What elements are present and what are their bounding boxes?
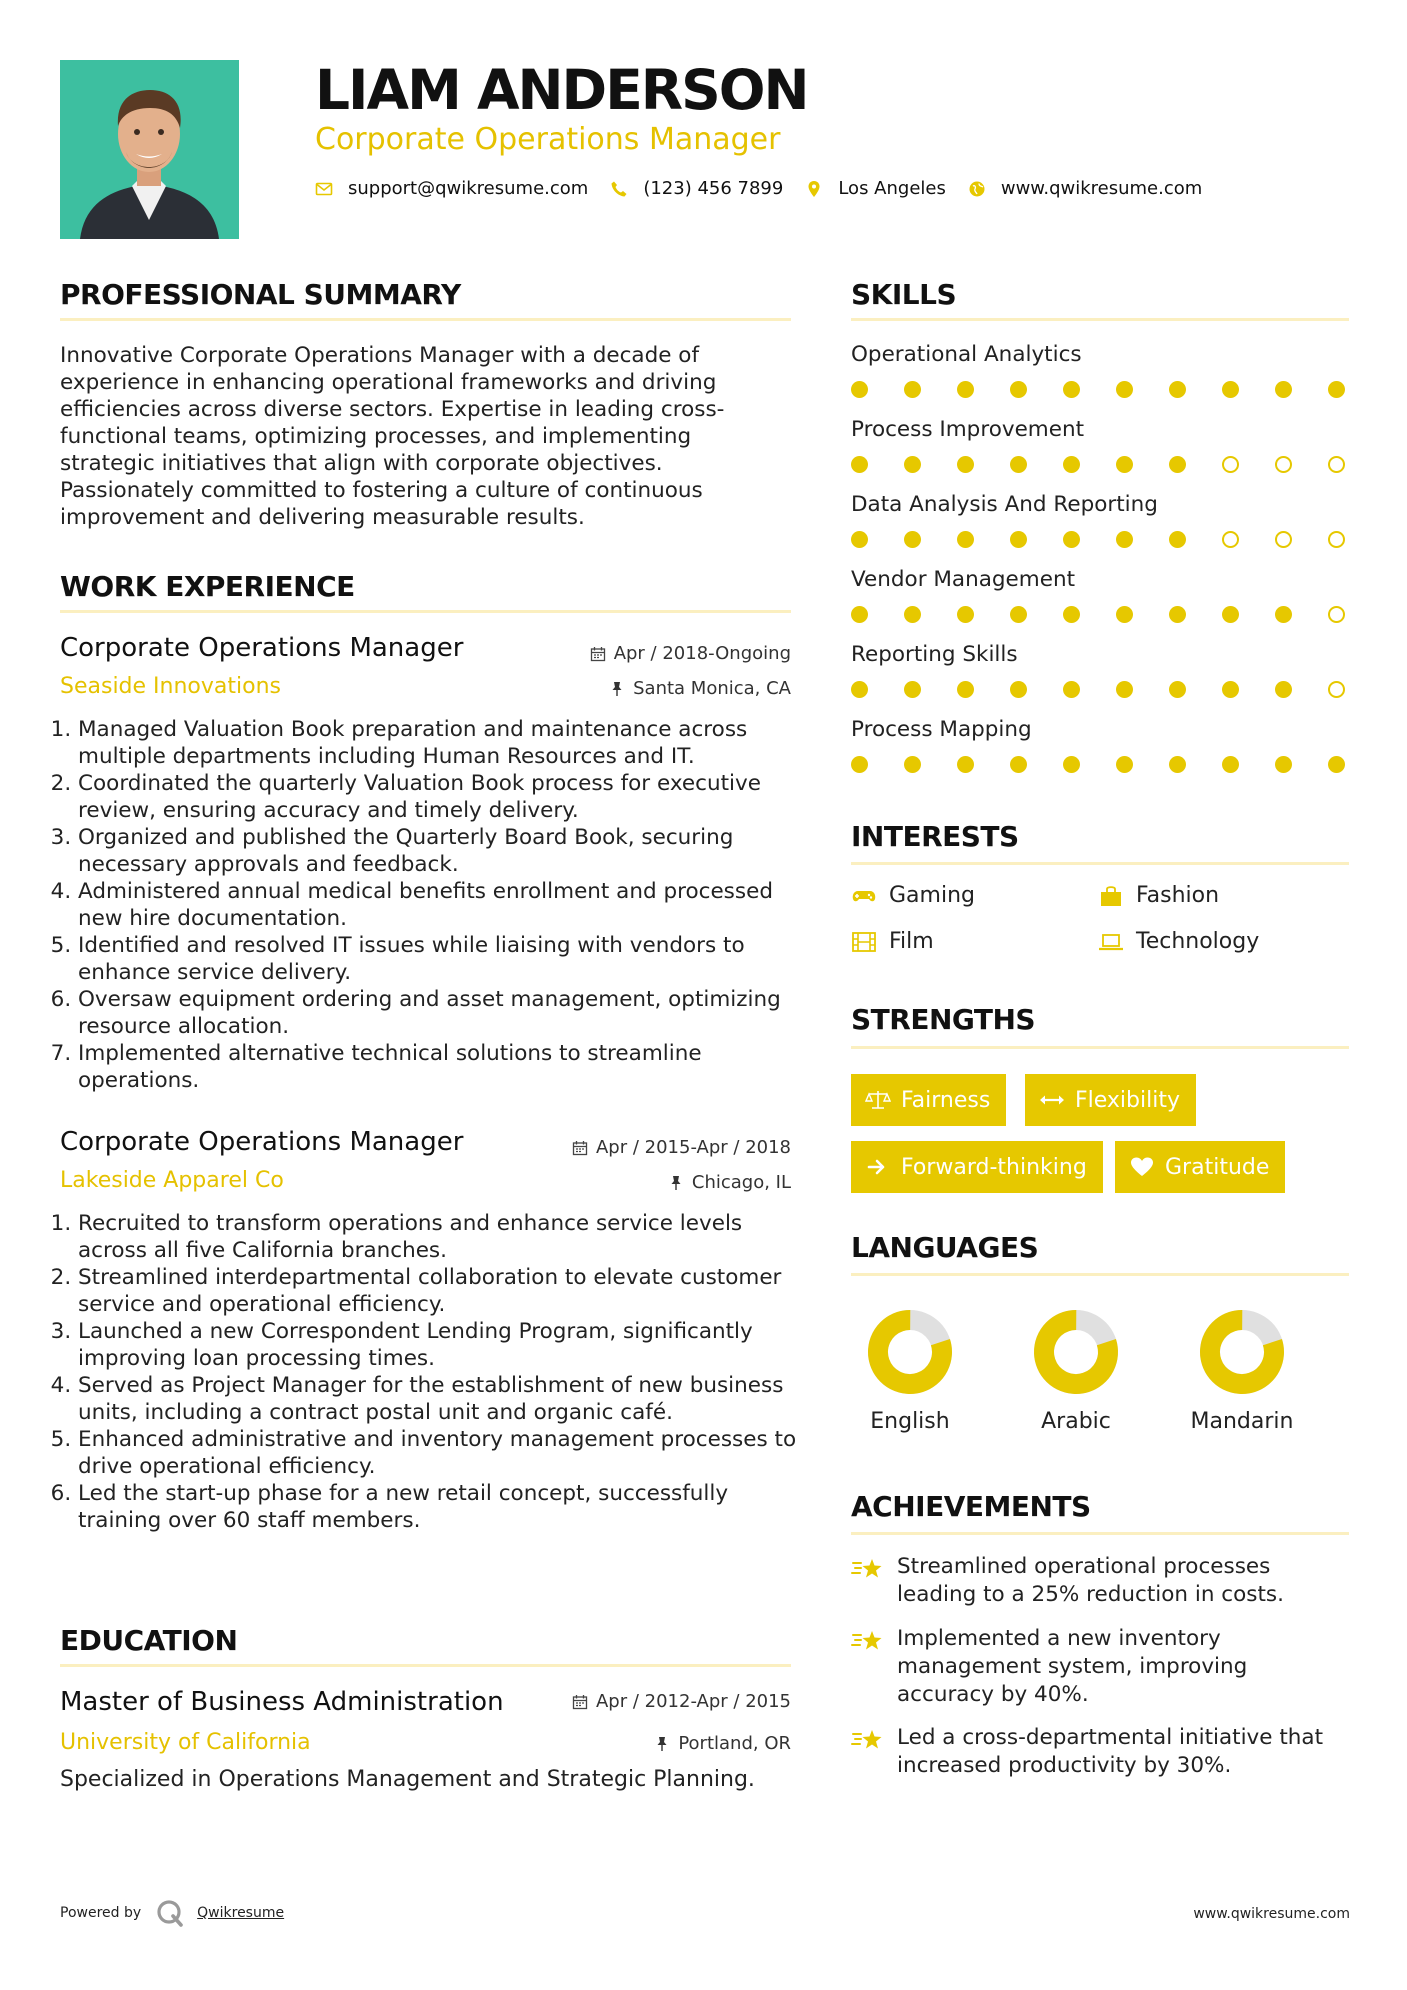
language-donut (1031, 1307, 1121, 1397)
skill-dot-filled (904, 381, 921, 398)
skill-dot-filled (904, 681, 921, 698)
skill-rating (851, 756, 1350, 776)
job-2-dates-text: Apr / 2015-Apr / 2018 (595, 1137, 791, 1158)
skill-dot-filled (957, 606, 974, 623)
skill-dot-filled (1063, 606, 1080, 623)
skill-dot-filled (851, 756, 868, 773)
skill-name: Process Mapping (851, 717, 1032, 742)
skill-dot-filled (1116, 456, 1133, 473)
skill-name: Data Analysis And Reporting (851, 492, 1158, 517)
job-1-company: Seaside Innovations (60, 674, 281, 699)
qwikresume-link[interactable]: Qwikresume (197, 1905, 285, 1921)
skill-rating (851, 531, 1350, 551)
shooting-star-icon (851, 1555, 885, 1585)
job-1-title: Corporate Operations Manager (60, 633, 464, 663)
contact-website[interactable] (968, 178, 1202, 199)
skill-dot-empty (1275, 531, 1292, 548)
contact-bar (315, 178, 1224, 199)
language-english (845, 1307, 975, 1434)
strengths-divider (851, 1046, 1349, 1049)
skill-dot-filled (1116, 531, 1133, 548)
language-name: English (870, 1409, 950, 1434)
contact-email[interactable] (315, 178, 588, 199)
job-1-dates-text: Apr / 2018-Ongoing (613, 643, 791, 664)
education-description: Specialized in Operations Management and Strategic Planning. (60, 1767, 755, 1792)
laptop-icon (1098, 931, 1124, 953)
experience-heading: WORK EXPERIENCE (60, 570, 355, 603)
job-2-dates (572, 1137, 791, 1158)
skill-dot-filled (904, 456, 921, 473)
duty-item: 3. Organized and published the Quarterly Board Book, securing necessary approvals and feedback. (78, 824, 813, 878)
achievement-item (851, 1553, 1351, 1609)
skill-dot-empty (1328, 531, 1345, 548)
strength-label: Forward-thinking (901, 1154, 1087, 1180)
interest-gaming (851, 883, 975, 908)
skill-dot-filled (1010, 681, 1027, 698)
skill-dot-filled (1010, 756, 1027, 773)
skill-dot-filled (1222, 756, 1239, 773)
skill-dot-filled (957, 681, 974, 698)
job-2-location (668, 1172, 791, 1193)
skill-dot-filled (904, 606, 921, 623)
skill-dot-empty (1222, 531, 1239, 548)
skill-dot-filled (957, 381, 974, 398)
gamepad-icon (851, 885, 877, 907)
profile-photo (60, 60, 239, 239)
skill-dot-filled (1116, 381, 1133, 398)
languages-divider (851, 1273, 1349, 1276)
skill-dot-empty (1275, 456, 1292, 473)
skill-name: Vendor Management (851, 567, 1075, 592)
skills-heading: SKILLS (851, 278, 957, 311)
balance-scale-icon (865, 1089, 891, 1111)
skill-name: Operational Analytics (851, 342, 1082, 367)
website-text: www.qwikresume.com (1000, 178, 1203, 199)
skill-dot-filled (1275, 681, 1292, 698)
strengths-heading: STRENGTHS (851, 1003, 1036, 1036)
skill-rating (851, 606, 1350, 626)
powered-by-text: Powered by (60, 1905, 142, 1921)
education-divider (60, 1664, 791, 1667)
contact-location (805, 178, 946, 199)
job-1-dates (590, 643, 791, 664)
languages-heading: LANGUAGES (851, 1231, 1039, 1264)
duty-item: 1. Recruited to transform operations and enhance service levels across all five California branches. (78, 1210, 813, 1264)
achievements-divider (851, 1532, 1349, 1535)
skill-dot-filled (1169, 756, 1186, 773)
skill-dot-empty (1328, 606, 1345, 623)
strength-label: Flexibility (1075, 1087, 1180, 1113)
duty-item: 2. Streamlined interdepartmental collaboration to elevate customer service and operational efficiency. (78, 1264, 813, 1318)
arrows-horizontal-icon (1039, 1089, 1065, 1111)
education-location-text: Portland, OR (678, 1733, 791, 1754)
duty-item: 6. Led the start-up phase for a new retail concept, successfully training over 60 staff members. (78, 1480, 813, 1534)
education-heading: EDUCATION (60, 1624, 238, 1657)
email-text: support@qwikresume.com (348, 178, 589, 199)
duty-item: 5. Enhanced administrative and inventory management processes to drive operational efficiency. (78, 1426, 813, 1480)
location-text: Los Angeles (838, 178, 946, 199)
shooting-star-icon (851, 1627, 885, 1657)
skill-dot-filled (851, 606, 868, 623)
duty-item: 3. Launched a new Correspondent Lending Program, significantly improving loan processing times. (78, 1318, 813, 1372)
skill-dot-filled (851, 681, 868, 698)
job-2-company: Lakeside Apparel Co (60, 1168, 284, 1193)
skill-dot-filled (1063, 756, 1080, 773)
language-donut (1197, 1307, 1287, 1397)
skill-name: Reporting Skills (851, 642, 1018, 667)
achievements-heading: ACHIEVEMENTS (851, 1490, 1091, 1523)
skills-divider (851, 318, 1349, 321)
film-icon (851, 931, 877, 953)
skill-dot-filled (1116, 756, 1133, 773)
candidate-title: Corporate Operations Manager (315, 122, 781, 157)
skill-dot-filled (1275, 756, 1292, 773)
interest-fashion (1098, 883, 1219, 908)
candidate-name: LIAM ANDERSON (315, 58, 808, 122)
footer-powered-by (60, 1898, 284, 1928)
interests-divider (851, 862, 1349, 865)
skill-name: Process Improvement (851, 417, 1085, 442)
duty-item: 4. Served as Project Manager for the establishment of new business units, including a contract postal unit and organic café. (78, 1372, 813, 1426)
pushpin-icon (654, 1736, 670, 1752)
envelope-icon (315, 180, 333, 198)
skill-dot-filled (851, 531, 868, 548)
skill-dot-filled (1063, 381, 1080, 398)
education-dates (572, 1691, 791, 1712)
skill-dot-filled (1116, 606, 1133, 623)
skill-dot-filled (1275, 606, 1292, 623)
job-1-location-text: Santa Monica, CA (633, 678, 791, 699)
achievement-item (851, 1625, 1351, 1709)
strength-forward-thinking (851, 1141, 1103, 1193)
education-degree: Master of Business Administration (60, 1687, 504, 1717)
strength-gratitude (1115, 1141, 1285, 1193)
interest-label: Film (889, 929, 934, 954)
strength-label: Fairness (901, 1087, 991, 1113)
skill-dot-filled (957, 756, 974, 773)
pushpin-icon (668, 1175, 684, 1191)
skill-dot-filled (957, 531, 974, 548)
skill-dot-filled (851, 456, 868, 473)
job-1-duties (60, 716, 813, 1094)
pushpin-icon (609, 681, 625, 697)
strength-fairness (851, 1074, 1006, 1126)
achievement-item (851, 1724, 1351, 1780)
skill-dot-filled (1275, 381, 1292, 398)
skill-dot-filled (1010, 456, 1027, 473)
globe-icon (968, 180, 986, 198)
skill-dot-filled (1063, 456, 1080, 473)
duty-item: 5. Identified and resolved IT issues while liaising with vendors to enhance service delivery. (78, 932, 813, 986)
achievement-text: Streamlined operational processes leading to a 25% reduction in costs. (897, 1554, 1284, 1607)
footer-website[interactable]: www.qwikresume.com (1193, 1906, 1350, 1922)
summary-text: Innovative Corporate Operations Manager with a decade of experience in enhancing operational frameworks and driving efficiencies across diverse sectors. Expertise in leading cross-functional teams, optimizing processes, and implementing strategic initiatives that align with corporate objectives. Passionately committed to fostering a culture of continuous improvement and delivering measurable results. (60, 343, 725, 530)
contact-phone[interactable] (610, 178, 783, 199)
skill-dot-filled (851, 381, 868, 398)
map-marker-icon (805, 180, 823, 198)
heart-icon (1129, 1156, 1155, 1178)
skill-dot-filled (1169, 531, 1186, 548)
job-2-location-text: Chicago, IL (691, 1172, 791, 1193)
duty-item: 6. Oversaw equipment ordering and asset management, optimizing resource allocation. (78, 986, 813, 1040)
skill-dot-filled (1063, 531, 1080, 548)
skill-dot-filled (1169, 456, 1186, 473)
skill-dot-filled (1010, 531, 1027, 548)
job-2-title: Corporate Operations Manager (60, 1127, 464, 1157)
shopping-bag-icon (1098, 885, 1124, 907)
phone-icon (610, 180, 628, 198)
language-name: Arabic (1041, 1409, 1111, 1434)
interest-technology (1098, 929, 1259, 954)
phone-text: (123) 456 7899 (643, 178, 784, 199)
skill-dot-filled (1222, 681, 1239, 698)
calendar-icon (590, 646, 606, 662)
interest-label: Technology (1136, 929, 1260, 954)
education-dates-text: Apr / 2012-Apr / 2015 (595, 1691, 791, 1712)
calendar-icon (572, 1140, 588, 1156)
achievement-text: Implemented a new inventory management system, improving accuracy by 40%. (897, 1626, 1248, 1707)
duty-item: 4. Administered annual medical benefits enrollment and processed new hire documentation. (78, 878, 813, 932)
skill-dot-filled (1010, 381, 1027, 398)
skill-dot-empty (1328, 681, 1345, 698)
skill-dot-filled (957, 456, 974, 473)
skill-dot-filled (1169, 381, 1186, 398)
skill-dot-filled (1169, 681, 1186, 698)
language-donut (865, 1307, 955, 1397)
education-school: University of California (60, 1730, 311, 1755)
language-arabic (1011, 1307, 1141, 1434)
shooting-star-icon (851, 1726, 885, 1756)
summary-heading: PROFESSIONAL SUMMARY (60, 278, 461, 311)
strength-label: Gratitude (1165, 1154, 1270, 1180)
duty-item: 2. Coordinated the quarterly Valuation Book process for executive review, ensuring accuracy and timely delivery. (78, 770, 813, 824)
skill-dot-empty (1222, 456, 1239, 473)
skill-dot-filled (1116, 681, 1133, 698)
interest-film (851, 929, 934, 954)
skill-dot-filled (904, 756, 921, 773)
skill-dot-filled (1169, 606, 1186, 623)
qwikresume-logo-icon (155, 1898, 185, 1928)
duty-item: 7. Implemented alternative technical solutions to streamline operations. (78, 1040, 813, 1094)
skill-dot-empty (1328, 456, 1345, 473)
interest-label: Gaming (889, 883, 975, 908)
language-mandarin (1177, 1307, 1307, 1434)
job-2-duties (60, 1210, 813, 1534)
skill-dot-filled (1010, 606, 1027, 623)
arrow-right-icon (865, 1156, 891, 1178)
summary-divider (60, 318, 791, 321)
strength-flexibility (1025, 1074, 1196, 1126)
job-1-location (609, 678, 791, 699)
skill-dot-filled (904, 531, 921, 548)
education-location (654, 1733, 791, 1754)
duty-item: 1. Managed Valuation Book preparation and maintenance across multiple departments including Human Resources and IT. (78, 716, 813, 770)
skill-rating (851, 456, 1350, 476)
experience-divider (60, 610, 791, 613)
skill-rating (851, 381, 1350, 401)
skill-dot-filled (1222, 381, 1239, 398)
skill-dot-filled (1063, 681, 1080, 698)
skill-dot-filled (1328, 381, 1345, 398)
calendar-icon (572, 1694, 588, 1710)
skill-dot-filled (1328, 756, 1345, 773)
achievement-text: Led a cross-departmental initiative that increased productivity by 30%. (897, 1725, 1324, 1778)
interests-heading: INTERESTS (851, 820, 1019, 853)
skill-rating (851, 681, 1350, 701)
interest-label: Fashion (1136, 883, 1220, 908)
language-name: Mandarin (1190, 1409, 1294, 1434)
skill-dot-filled (1222, 606, 1239, 623)
